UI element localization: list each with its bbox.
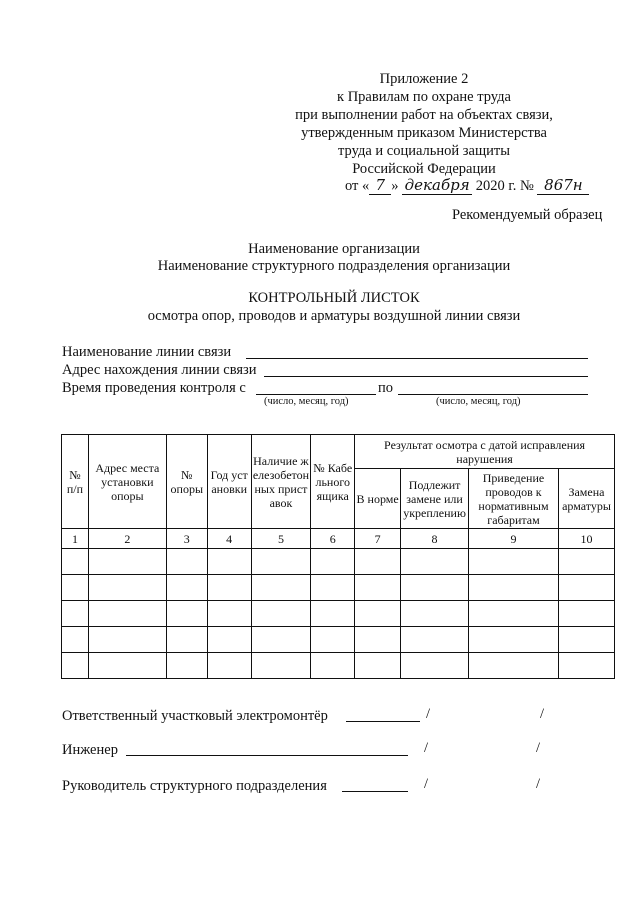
electrician-slash-1: / <box>426 706 431 722</box>
table-cell[interactable] <box>166 653 207 679</box>
table-cell[interactable] <box>469 549 559 575</box>
table-cell[interactable] <box>401 575 469 601</box>
table-cell[interactable] <box>88 627 166 653</box>
table-cell[interactable] <box>558 575 614 601</box>
table-row[interactable] <box>62 575 615 601</box>
head-slash-2: / <box>536 776 541 792</box>
col-number: 1 <box>62 529 89 549</box>
line-name-label: Наименование линии связи <box>62 344 232 360</box>
table-cell[interactable] <box>401 601 469 627</box>
table-cell[interactable] <box>469 653 559 679</box>
col-number: 2 <box>88 529 166 549</box>
table-cell[interactable] <box>311 653 355 679</box>
appendix-date <box>345 176 589 195</box>
line-name-input[interactable] <box>246 358 588 359</box>
table-cell[interactable] <box>166 601 207 627</box>
table-cell[interactable] <box>558 627 614 653</box>
table-cell[interactable] <box>469 627 559 653</box>
recommended-sample: Рекомендуемый образец <box>452 207 603 223</box>
appendix-line: Российской Федерации <box>352 161 496 177</box>
appendix-line: к Правилам по охране труда <box>337 89 511 105</box>
form-title: КОНТРОЛЬНЫЙ ЛИСТОК <box>248 290 420 306</box>
engineer-label: Инженер <box>62 742 118 758</box>
time-to-input[interactable] <box>398 394 588 395</box>
table-cell[interactable] <box>558 653 614 679</box>
table-row[interactable] <box>62 627 615 653</box>
table-cell[interactable] <box>311 601 355 627</box>
appendix-line: труда и социальной защиты <box>338 143 510 159</box>
inspection-table <box>61 434 615 679</box>
col-number: 3 <box>166 529 207 549</box>
time-from-label: Время проведения контроля с <box>62 380 246 396</box>
date-hint-to: (число, месяц, год) <box>436 396 521 407</box>
header-address: Адрес места установки опоры <box>88 435 166 529</box>
electrician-label: Ответственный участковый электромонтёр <box>62 708 328 724</box>
table-cell[interactable] <box>311 549 355 575</box>
col-number: 6 <box>311 529 355 549</box>
table-cell[interactable] <box>62 627 89 653</box>
date-day: 7 <box>369 176 391 195</box>
header-replace: Подлежит замене или укреплению <box>401 469 469 529</box>
head-label: Руководитель структурного подразделения <box>62 778 327 794</box>
table-cell[interactable] <box>207 549 251 575</box>
engineer-slash-1: / <box>424 740 429 756</box>
table-row[interactable] <box>62 653 615 679</box>
header-normal: В норме <box>355 469 401 529</box>
table-cell[interactable] <box>62 601 89 627</box>
table-cell[interactable] <box>355 575 401 601</box>
table-cell[interactable] <box>207 627 251 653</box>
table-cell[interactable] <box>166 627 207 653</box>
appendix-line: утвержденным приказом Министерства <box>301 125 547 141</box>
table-row[interactable] <box>62 549 615 575</box>
date-prefix: от « <box>345 178 370 194</box>
table-cell[interactable] <box>355 549 401 575</box>
date-hint-from: (число, месяц, год) <box>264 396 349 407</box>
table-cell[interactable] <box>311 575 355 601</box>
table-cell[interactable] <box>166 549 207 575</box>
head-sign-line[interactable] <box>342 791 408 792</box>
time-to-label: по <box>378 380 394 396</box>
form-subtitle: осмотра опор, проводов и арматуры воздушной линии связи <box>147 308 521 324</box>
electrician-sign-line[interactable] <box>346 721 420 722</box>
table-cell[interactable] <box>558 601 614 627</box>
table-cell[interactable] <box>355 627 401 653</box>
table-cell[interactable] <box>207 575 251 601</box>
appendix-line: Приложение 2 <box>379 71 469 87</box>
header-support: № опоры <box>166 435 207 529</box>
table-cell[interactable] <box>88 601 166 627</box>
col-number: 7 <box>355 529 401 549</box>
table-cell[interactable] <box>469 575 559 601</box>
table-cell[interactable] <box>207 653 251 679</box>
electrician-slash-2: / <box>540 706 545 722</box>
time-from-input[interactable] <box>256 394 376 395</box>
table-cell[interactable] <box>62 575 89 601</box>
table-cell[interactable] <box>558 549 614 575</box>
header-fittings: Замена арматуры <box>558 469 614 529</box>
table-cell[interactable] <box>251 627 311 653</box>
column-numbers-row <box>62 529 615 549</box>
col-number: 10 <box>558 529 614 549</box>
col-number: 4 <box>207 529 251 549</box>
table-row[interactable] <box>62 601 615 627</box>
table-cell[interactable] <box>251 601 311 627</box>
date-quote: » <box>391 178 399 194</box>
table-cell[interactable] <box>62 549 89 575</box>
col-number: 8 <box>401 529 469 549</box>
order-number: 867н <box>537 176 589 195</box>
org-unit: Наименование структурного подразделения организации <box>157 258 511 274</box>
table-cell[interactable] <box>355 601 401 627</box>
table-cell[interactable] <box>62 653 89 679</box>
engineer-slash-2: / <box>536 740 541 756</box>
table-cell[interactable] <box>311 627 355 653</box>
table-cell[interactable] <box>88 549 166 575</box>
table-cell[interactable] <box>251 575 311 601</box>
engineer-sign-line[interactable] <box>126 755 408 756</box>
table-cell[interactable] <box>401 653 469 679</box>
table-cell[interactable] <box>88 575 166 601</box>
table-cell[interactable] <box>251 549 311 575</box>
table-cell[interactable] <box>355 653 401 679</box>
col-number: 5 <box>251 529 311 549</box>
line-address-label: Адрес нахождения линии связи <box>62 362 257 378</box>
date-year: 2020 г. № <box>475 178 534 194</box>
header-cable: № Кабельного ящика <box>311 435 355 529</box>
table-cell[interactable] <box>207 601 251 627</box>
table-cell[interactable] <box>401 549 469 575</box>
head-slash-1: / <box>424 776 429 792</box>
header-year: Год установки <box>207 435 251 529</box>
col-number: 9 <box>469 529 559 549</box>
header-bring: Приведение проводов к нормативным габаритам <box>469 469 559 529</box>
table-cell[interactable] <box>401 627 469 653</box>
table-cell[interactable] <box>251 653 311 679</box>
header-presence: Наличие железобетонных приставок <box>251 435 311 529</box>
org-name: Наименование организации <box>248 241 420 257</box>
date-month: декабря <box>402 176 472 195</box>
header-result: Результат осмотра с датой исправления нарушения <box>355 435 615 469</box>
table-cell[interactable] <box>469 601 559 627</box>
table-cell[interactable] <box>166 575 207 601</box>
table-cell[interactable] <box>88 653 166 679</box>
appendix-line: при выполнении работ на объектах связи, <box>295 107 553 123</box>
line-address-input[interactable] <box>264 376 588 377</box>
header-num: № п/п <box>62 435 89 529</box>
